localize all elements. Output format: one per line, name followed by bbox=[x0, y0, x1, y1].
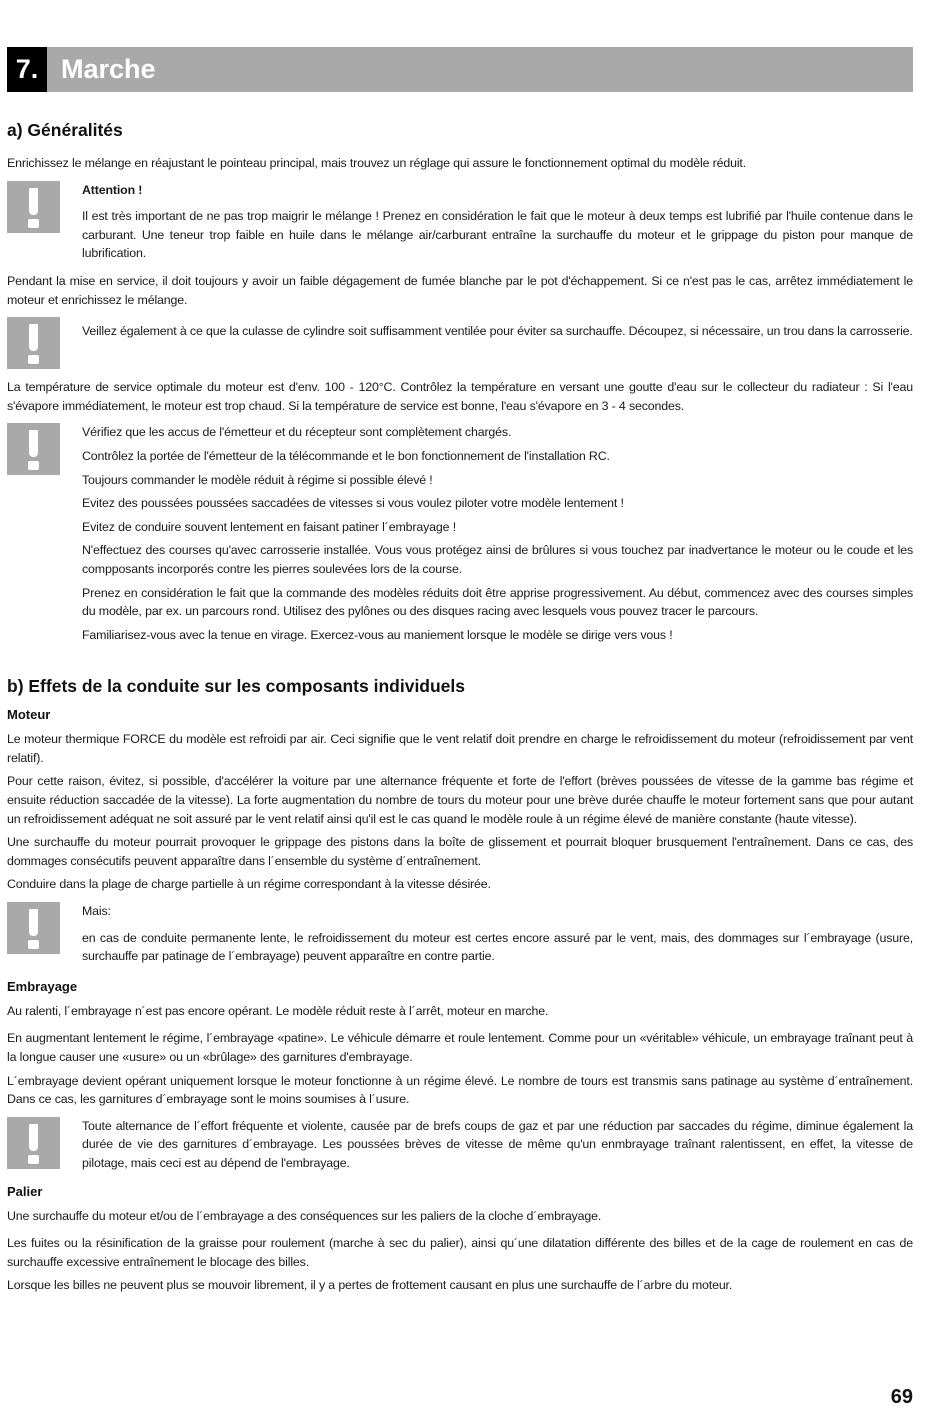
checklist-item: N'effectuez des courses qu'avec carrosserie installée. Vous vous protégez ainsi de brûlures si vous touchez par inadvertance le moteur ou le coude et les compposants incorporés contre les pierres soulevées lors de la course. bbox=[82, 543, 913, 576]
moteur-paragraph: Une surchauffe du moteur pourrait provoquer le grippage des pistons dans la boîte de glissement et pourrait bloquer brusquement l'entraînement. Dans ce cas, des dommages consécutifs peuvent apparaître dans l´ensemble du système d´entraînement. bbox=[7, 835, 913, 868]
subheading-moteur: Moteur bbox=[7, 707, 51, 723]
warning-box-attention bbox=[7, 181, 913, 263]
checklist-item: Vérifiez que les accus de l'émetteur et du récepteur sont complètement chargés. bbox=[82, 425, 512, 440]
subheading-embrayage: Embrayage bbox=[7, 978, 78, 994]
paragraph-smoke: Pendant la mise en service, il doit toujours y avoir un faible dégagement de fumée blanche par le pot d'échappement. Si ce n'est pas le cas, arrêtez immédiatement le moteur et enrichissez le mélange. bbox=[7, 273, 913, 307]
warning-title: Attention ! bbox=[82, 182, 143, 197]
warning-box-checklist bbox=[7, 423, 913, 644]
moteur-paragraph: Le moteur thermique FORCE du modèle est refroidi par air. Ceci signifie que le vent relatif doit prendre en charge le refroidissement du moteur (refroidissement par vent relatif). bbox=[7, 732, 913, 765]
checklist-item: Evitez des poussées poussées saccadées de vitesses si vous voulez piloter votre modèle lentement ! bbox=[82, 496, 624, 511]
checklist-item: Familiarisez-vous avec la tenue en virage. Exercez-vous au maniement lorsque le modèle se dirige vers vous ! bbox=[82, 627, 673, 642]
checklist-item: Prenez en considération le fait que la commande des modèles réduits doit être apprise progressivement. Au début, commencez avec des courses simples du modèle, par ex. un parcours rond. Utilisez des pylônes ou des disques racing avec lesquels vous pouvez tracer le parcours. bbox=[82, 585, 913, 619]
section-b-heading: b) Effets de la conduite sur les composants individuels bbox=[7, 676, 466, 697]
palier-paragraph: Une surchauffe du moteur et/ou de l´embrayage a des conséquences sur les paliers de la cloche d´embrayage. bbox=[7, 1208, 602, 1223]
moteur-paragraph: Pour cette raison, évitez, si possible, d'accélérer la voiture par une alternance fréquente et forte de l'effort (brèves poussées de vitesse de la gamme bas régime et ensuite réduction saccadée de la vitesse). La forte augmentation du nombre de tours du moteur pour une brève durée chauffe le moteur fortement sans que pour autant un refroidissement adéquat ne soit assuré par le vent relatif ainsi qu'il est le cas quand le modèle roule à un régime élevé de manière constante (haute vitesse). bbox=[7, 774, 913, 826]
section-a-intro: Enrichissez le mélange en réajustant le pointeau principal, mais trouvez un réglage qui assure le fonctionnement optimal du modèle réduit. bbox=[7, 156, 747, 170]
warning-box-embrayage bbox=[7, 1117, 913, 1173]
page-content bbox=[7, 47, 913, 1295]
embrayage-paragraph: Au ralenti, l´embrayage n´est pas encore opérant. Le modèle réduit reste à l´arrêt, moteur en marche. bbox=[7, 1003, 549, 1018]
exclamation-warning-icon bbox=[7, 1117, 60, 1169]
page-number: 69 bbox=[890, 1386, 913, 1408]
checklist-item: Toujours commander le modèle réduit à régime si possible élevé ! bbox=[82, 472, 433, 487]
moteur-paragraph: Conduire dans la plage de charge partielle à un régime correspondant à la vitesse désirée. bbox=[7, 877, 491, 892]
warning-lead: Mais: bbox=[82, 904, 111, 919]
embrayage-paragraph: En augmentant lentement le régime, l´embrayage «patine». Le véhicule démarre et roule lentement. Comme pour un «véritable» véhicule, un embrayage traînant peut à la longue causer une «usure» ou un «brûlage» des garnitures d'embrayage. bbox=[7, 1031, 913, 1064]
exclamation-warning-icon bbox=[7, 423, 60, 475]
section-a-heading: a) Généralités bbox=[7, 120, 123, 140]
paragraph-temperature: La température de service optimale du moteur est d'env. 100 - 120°C. Contrôlez la température en versant une goutte d'eau sur le collecteur du radiateur : Si l'eau s'évapore immédiatement, le moteur est trop chaud. Si la température de service est bonne, l'eau s'évapore en 3 - 4 secondes. bbox=[7, 380, 913, 413]
checklist-item: Contrôlez la portée de l'émetteur de la télécommande et le bon fonctionnement de l'installation RC. bbox=[82, 448, 610, 463]
checklist-item: Evitez de conduire souvent lentement en faisant patiner l´embrayage ! bbox=[82, 519, 456, 534]
warning-text: Veillez également à ce que la culasse de cylindre soit suffisamment ventilée pour éviter sa surchauffe. Découpez, si nécessaire, un trou dans la carrosserie. bbox=[82, 324, 913, 339]
palier-paragraph: Lorsque les billes ne peuvent plus se mouvoir librement, il y a pertes de frottement causant en plus une surchauffe de l´arbre du moteur. bbox=[7, 1278, 733, 1293]
exclamation-warning-icon bbox=[7, 181, 60, 233]
palier-paragraph: Les fuites ou la résinification de la graisse pour roulement (marche à sec du palier), ainsi qu´une dilatation différente des billes et de la cage de roulement en cas de surchauffe excessive entraînement le blocage des billes. bbox=[7, 1236, 913, 1269]
warning-box-moteur bbox=[7, 902, 913, 966]
warning-text: Il est très important de ne pas trop maigrir le mélange ! Prenez en considération le fait que le moteur à deux temps est lubrifié par l'huile contenue dans le carburant. Une teneur trop faible en huile dans le mélange air/carburant entraîne la surchauffe du moteur et le grippage du piston pour manque de lubrification. bbox=[82, 209, 913, 261]
subheading-palier: Palier bbox=[7, 1183, 43, 1199]
exclamation-warning-icon bbox=[7, 902, 60, 954]
chapter-number: 7. bbox=[7, 47, 47, 92]
exclamation-warning-icon bbox=[7, 317, 60, 369]
warning-text: en cas de conduite permanente lente, le refroidissement du moteur est certes encore assuré par le vent, mais, des dommages sur l´embrayage (usure, surchauffe par patinage de l´embrayage) peuvent apparaître en contre partie. bbox=[82, 930, 913, 964]
chapter-title: Marche bbox=[61, 54, 156, 84]
warning-text: Toute alternance de l´effort fréquente et violente, causée par de brefs coups de gaz et par une réduction par saccades du régime, diminue également la durée de vie des garnitures d´embrayage. Les poussées brèves de vitesse de même qu'un enmbrayage traînant ralentissent, en effet, la vitesse de pilotage, mais ceci est au dépend de l'embrayage. bbox=[82, 1118, 913, 1170]
embrayage-paragraph: L´embrayage devient opérant uniquement lorsque le moteur fonctionne à un régime élevé. Le nombre de tours est transmis sans patinage au système d´entraînement. Dans ce cas, les garnitures d´embrayage sont le moins soumises à l´usure. bbox=[7, 1073, 913, 1107]
chapter-header bbox=[7, 47, 913, 92]
warning-box-ventilation bbox=[7, 317, 913, 369]
